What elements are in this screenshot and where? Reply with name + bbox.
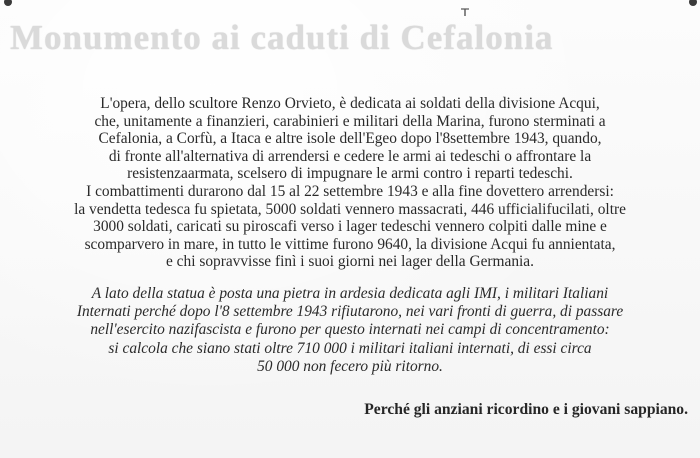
italic-line: si calcola che siano stati oltre 710 000 i militari italiani internati, di essi circa — [108, 339, 592, 357]
body-line: 3000 soldati, caricati su piroscafi verso i lager tedeschi vennero colpiti dalle mine e — [93, 218, 607, 236]
body-line: resistenzaarmata, scelsero di impugnare le armi contro i reparti tedeschi. — [127, 165, 573, 183]
plaque-body — [30, 95, 670, 271]
body-line: che, unitamente a finanzieri, carabinieri e militari della Marina, furono sterminati a — [94, 112, 606, 130]
body-line: di fronte all'alternativa di arrendersi e cedere le armi ai tedeschi o affrontare la — [108, 147, 592, 165]
closing-motto: Perché gli anziani ricordino e i giovani sappiano. — [364, 401, 688, 418]
italic-line: nell'esercito nazifascista e furono per questo internati nei campi di concentramento: — [90, 321, 610, 339]
plaque-title: Monumento ai caduti di Cefalonia — [10, 18, 554, 57]
italic-line: 50 000 non fecero più ritorno. — [257, 357, 443, 375]
body-line: Cefalonia, a Corfù, a Itaca e altre isole dell'Egeo dopo l'8settembre 1943, quando, — [98, 130, 602, 148]
imi-paragraph — [30, 285, 670, 376]
body-line: e chi sopravvisse finì i suoi giorni nei lager della Germania. — [166, 253, 534, 271]
body-line: scomparvero in mare, in tutto le vittime furono 9640, la divisione Acqui fu annientata, — [84, 235, 616, 253]
italic-line: A lato della statua è posta una pietra in ardesia dedicata agli IMI, i militari Italiani — [91, 285, 609, 302]
body-line: la vendetta tedesca fu spietata, 5000 soldati vennero massacrati, 446 ufficialifucilati, oltre — [74, 200, 626, 218]
italic-line: Internati perché dopo l'8 settembre 1943 rifiutarono, nei vari fronti di guerra, di passare — [76, 303, 624, 321]
nail-icon — [460, 6, 470, 16]
screw-head-right — [689, 0, 697, 6]
body-line: I combattimenti durarono dal 15 al 22 settembre 1943 e alla fine dovettero arrendersi: — [86, 182, 614, 200]
body-line: L'opera, dello scultore Renzo Orvieto, è dedicata ai soldati della divisione Acqui, — [100, 95, 600, 112]
screw-head-left — [4, 0, 12, 6]
